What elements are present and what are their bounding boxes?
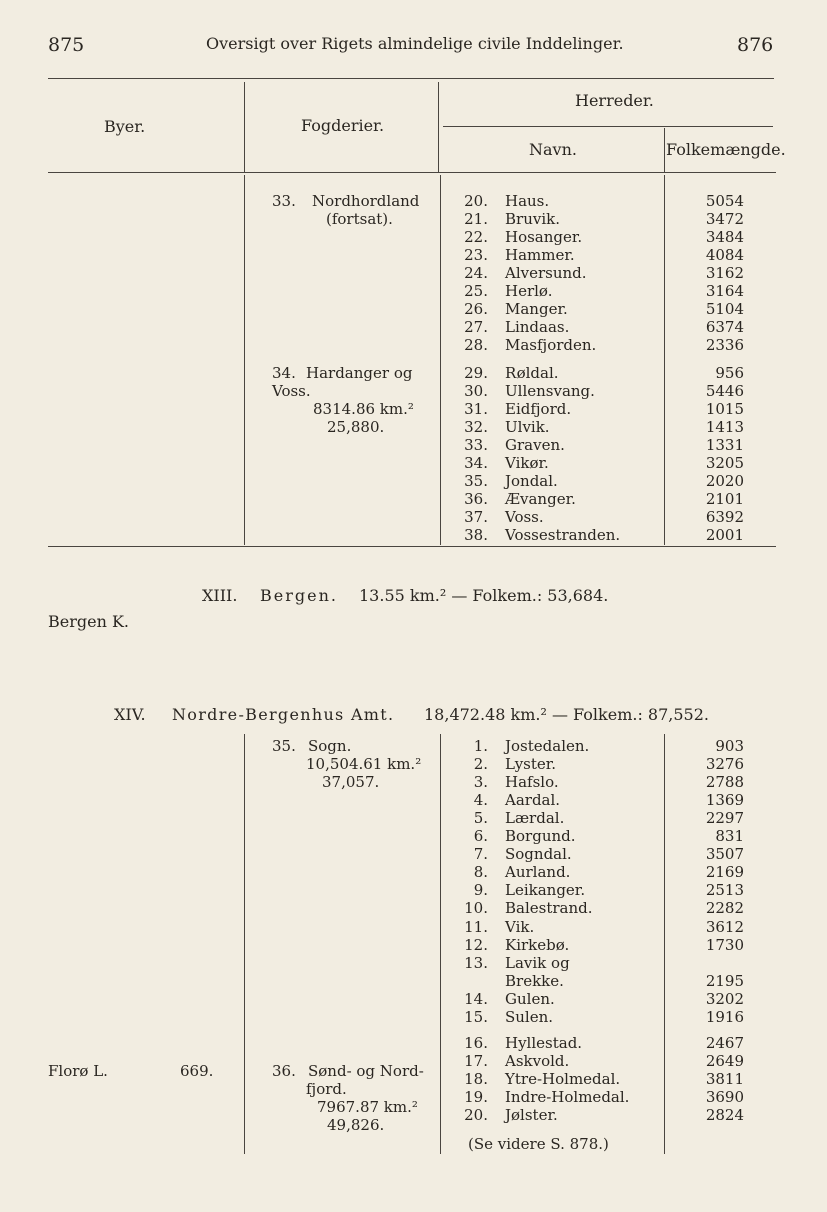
col-header-navn: Navn. [529,140,577,159]
fogderi-34-name-cont: Voss. [272,382,311,400]
herred-name: Hyllestad. [505,1033,583,1052]
herred-population: 3472 [705,210,744,228]
fogderi-36-population: 49,826. [327,1116,385,1134]
herred-number: 20. [464,1106,488,1124]
herred-number: 19. [464,1087,488,1106]
herred-number: 7. [473,845,488,864]
herred-name: Eidfjord. [505,400,572,418]
herred-number: 23. [464,246,488,264]
herred-population: 2788 [705,773,744,792]
herred-number: 9. [473,881,488,900]
herred-name: Masfjorden. [505,336,597,354]
herred-name: Hammer. [505,246,575,264]
herred-population: 2513 [705,881,744,900]
herred-number: 20. [464,192,488,210]
herred-population: 5104 [705,300,744,318]
block1-bottom-rule [48,546,776,547]
section14-area: 18,472.48 km.² — Folkem.: 87,552. [424,705,709,724]
herred-population: 1369 [705,791,744,810]
herred-number: 32. [464,418,488,436]
herred-name: Røldal. [505,364,559,382]
herred-population: 4084 [705,246,744,264]
herred-name: Lærdal. [505,809,565,828]
header-bottom-rule [48,172,776,173]
herred-number: 34. [464,454,488,472]
herred-number: 21. [464,210,488,228]
herred-name: Ullensvang. [505,382,595,400]
herred-name: Leikanger. [505,881,586,900]
herred-number: 11. [464,917,488,936]
herred-number: 1. [473,737,488,755]
herred-population: 1730 [705,935,744,954]
section13-name: Bergen. [260,586,338,605]
herred-number: 26. [464,300,488,318]
header-divider-3 [664,128,665,172]
herred-name: Gulen. [505,989,555,1008]
herred-name: Jølster. [505,1106,558,1124]
herred-population: 5054 [705,192,744,210]
block2-divider-2 [440,734,441,1154]
herred-population: 2649 [705,1051,744,1070]
col-header-byer: Byer. [104,117,146,136]
herred-population: 2467 [705,1033,744,1052]
herred-name: Askvold. [505,1051,570,1070]
herreder-sub-rule [443,126,773,127]
block1-divider-3 [664,175,665,545]
herred-population: 2282 [705,899,744,918]
herred-name: Aurland. [505,863,571,882]
right-page-number: 876 [737,34,774,56]
herred-name: Sogndal. [505,845,572,864]
herred-number: 6. [473,827,488,846]
herred-population: 2020 [705,472,744,490]
herred-number: 27. [464,318,488,336]
herred-population: 1015 [705,400,744,418]
herred-population: 3507 [705,845,744,864]
herred-population: 3162 [705,264,744,282]
herred-name: Haus. [505,192,550,210]
herred-name: Ulvik. [505,418,550,436]
florø-city-number: 669. [180,1062,214,1080]
page-title: Oversigt over Rigets almindelige civile Inddelinger. [206,34,624,53]
fogderi-35-name: Sogn. [308,737,352,755]
fogderi-33-note: (fortsat). [326,210,393,228]
fogderi-35-population: 37,057. [322,773,380,791]
section14-name: Nordre-Bergenhus Amt. [172,705,395,724]
herred-name: Ytre-Holmedal. [505,1069,621,1088]
fogderi-33-number: 33. [272,192,296,210]
herred-population: 831 [715,827,744,846]
florø-city: Florø L. [48,1062,108,1080]
herred-name: Graven. [505,436,565,454]
herred-number: 18. [464,1069,488,1088]
herred-population: 903 [715,737,744,755]
herred-population: 3205 [705,454,744,472]
block1-divider-2 [440,175,441,545]
herred-population: 1331 [705,436,744,454]
herred-number: 10. [464,899,488,918]
herred-number: 28. [464,336,488,354]
herred-population: 2824 [705,1106,744,1124]
herred-number: 15. [464,1007,488,1026]
herred-name: Kirkebø. [505,935,570,954]
header-divider-1 [244,82,245,172]
herred-population: 3484 [705,228,744,246]
herred-name: Hafslo. [505,773,559,792]
herred-population: 3276 [705,755,744,774]
herred-name: Bruvik. [505,210,560,228]
herred-population: 2195 [705,971,744,990]
herred-name: Borgund. [505,827,576,846]
herred-population: 3811 [705,1069,744,1088]
herred-name: Indre-Holmedal. [505,1087,630,1106]
herred-population: 3164 [705,282,744,300]
herred-number: 33. [464,436,488,454]
fogderi-34-name: Hardanger og [306,364,413,382]
herred-name: Manger. [505,300,568,318]
herred-population: 1413 [705,418,744,436]
left-page-number: 875 [48,34,85,56]
herred-number: 30. [464,382,488,400]
herred-name: Herlø. [505,282,553,300]
herred-number: 35. [464,472,488,490]
herred-population: 1916 [705,1007,744,1026]
herred-number: 13. [464,953,488,972]
fogderi-36-name: Sønd- og Nord- [308,1062,424,1080]
herred-name: Jostedalen. [505,737,590,755]
fogderi-34-area: 8314.86 km.² [313,400,414,418]
herred-name: Sulen. [505,1007,554,1026]
herred-number: 37. [464,508,488,526]
herred-population: 6374 [705,318,744,336]
herred-number: 24. [464,264,488,282]
herred-name: Lindaas. [505,318,570,336]
herred-number: 12. [464,935,488,954]
fogderi-33-name: Nordhordland [312,192,420,210]
herred-number: 36. [464,490,488,508]
herred-name: Balestrand. [505,899,593,918]
herred-name: Alversund. [505,264,587,282]
section14-roman: XIV. [114,705,146,724]
herred-population: 3612 [705,917,744,936]
herred-name: Hosanger. [505,228,583,246]
herred-number: 31. [464,400,488,418]
herred-name: Vikør. [505,454,549,472]
section13-city: Bergen K. [48,612,130,631]
herred-number: 8. [473,863,488,882]
herred-number: 29. [464,364,488,382]
section13-area: 13.55 km.² — Folkem.: 53,684. [359,586,609,605]
block1-divider-1 [244,175,245,545]
herred-number: 17. [464,1051,488,1070]
herred-population: 6392 [705,508,744,526]
herred-name: Lavik og [505,953,570,972]
fogderi-35-area: 10,504.61 km.² [306,755,422,773]
herred-population: 956 [715,364,744,382]
fogderi-36-name-cont: fjord. [306,1080,347,1098]
section13-roman: XIII. [202,586,238,605]
herred-population: 3690 [705,1087,744,1106]
herred-number: 3. [473,773,488,792]
block2-divider-3 [664,734,665,1154]
col-header-folkemaengde: Folkemængde. [666,140,786,159]
herred-name: Lyster. [505,755,557,774]
fogderi-35-number: 35. [272,737,296,755]
fogderi-36-area: 7967.87 km.² [317,1098,418,1116]
herred-population: 3202 [705,989,744,1008]
herred-number: 16. [464,1033,488,1052]
header-divider-2 [438,82,439,172]
herred-population: 2336 [705,336,744,354]
herred-population: 5446 [705,382,744,400]
herred-name: Aardal. [505,791,561,810]
herred-name: Vik. [505,917,535,936]
herred-number: 38. [464,526,488,544]
herred-population: 2169 [705,863,744,882]
fogderi-36-number: 36. [272,1062,296,1080]
col-header-herreder: Herreder. [575,91,654,110]
herred-name: Voss. [505,508,544,526]
herred-number: 14. [464,989,488,1008]
herred-number: 5. [473,809,488,828]
herred-number: 22. [464,228,488,246]
fogderi-34-population: 25,880. [327,418,385,436]
herred-number: 2. [473,755,488,774]
col-header-fogderier: Fogderier. [301,116,385,135]
herred-number: 4. [473,791,488,810]
herred-name: Jondal. [505,472,558,490]
herred-name: Vossestranden. [505,526,621,544]
header-top-rule [48,78,774,79]
herred-name: Brekke. [505,971,564,990]
herred-population: 2297 [705,809,744,828]
block2-divider-1 [244,734,245,1154]
fogderi-34-number: 34. [272,364,296,382]
herred-number: 25. [464,282,488,300]
herred-name: Ævanger. [505,490,576,508]
continuation-note: (Se videre S. 878.) [468,1135,609,1153]
herred-population: 2101 [705,490,744,508]
herred-population: 2001 [705,526,744,544]
